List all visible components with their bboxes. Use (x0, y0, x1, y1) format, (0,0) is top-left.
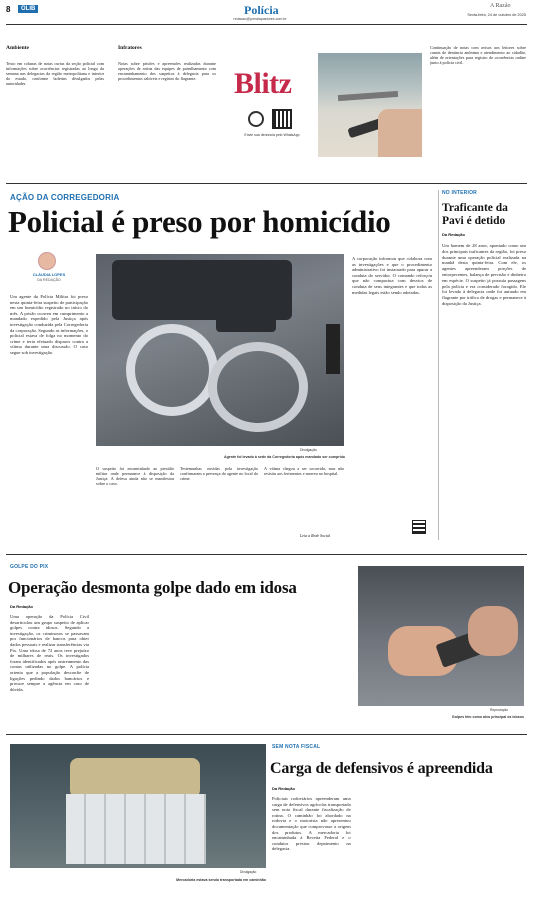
story2-text (10, 614, 350, 724)
blitz-contact: Envie sua denúncia pelo WhatsApp (244, 133, 300, 137)
note-col-2 (118, 45, 216, 161)
phone-photo (358, 566, 524, 706)
brand-box: OLIB (18, 5, 38, 13)
blitz-box (228, 53, 314, 153)
note-heading: Ambiente (6, 45, 29, 51)
byline-role: DA REDAÇÃO (37, 278, 61, 282)
note-heading: Infratores (118, 45, 142, 51)
sidebar-story (442, 190, 526, 540)
story3-body: Policiais rodoviários apreenderam uma carga de defensivos agrícolas transportada sem nota fiscal durante fiscalização de rotina. O caminhão foi abordado na rodovia e o motorista não apresentou documentação que comprovasse a origem dos produtos. A mercadoria foi encaminhada à Receita Federal e o condutor prestou depoimento na delegacia. (272, 796, 351, 852)
story2-byline: Da Redação (10, 604, 33, 609)
qr-code-icon (412, 520, 426, 534)
handcuffs-photo (96, 254, 344, 446)
byline-name: CLÁUDIA LOPES (32, 272, 66, 277)
main-col-right: A corporação informou que colabora com as investigações e que o procedimento administrativo foi instaurado para apurar a conduta do servidor. O comando reforçou que não compactua com desvios de conduta de seus integrantes e que todas as medidas legais estão sendo adotadas. (352, 256, 432, 295)
photo-credit: Divulgação (300, 448, 317, 452)
sidebar-body: Um homem de 28 anos, apontado como um dos principais traficantes da região, foi preso durante uma operação policial realizada na manhã desta quinta-feira. Com ele, os agentes apreenderam porções de entorpecentes, balança de precisão e dinheiro em espécie. O suspeito já possuía passagens pela polícia e era considerado foragido. Ele foi levado à delegacia onde foi autuado em flagrante por tráfico de drogas e permanece à disposição da Justiça. (442, 243, 526, 306)
header-rule (6, 24, 527, 25)
qr-code-icon (272, 109, 292, 129)
sidebar-divider (438, 190, 439, 540)
story3-photo-credit: Divulgação (240, 870, 257, 874)
page-number: 8 (6, 5, 11, 14)
handcuff-ring-right (208, 342, 308, 432)
sidebar-byline: Da Redação (442, 232, 465, 237)
whatsapp-icon (248, 111, 264, 127)
signoff: Leia a Rede Social (300, 533, 331, 538)
main-kicker: AÇÃO DA CORREGEDORIA (10, 193, 120, 202)
note-body: Continuação de notas com avisos aos leitores sobre canais de denúncia anônima e atendimento ao cidadão, além de orientações para registro de ocorrências online junto à polícia civil. (430, 45, 526, 66)
story3-byline: Da Redação (272, 786, 295, 791)
section-rule (6, 554, 527, 555)
section-rule (6, 183, 527, 184)
story2-kicker: GOLPE DO PIX (10, 564, 49, 570)
masthead (0, 0, 533, 24)
story3-text (272, 796, 524, 896)
cargo-photo (10, 744, 266, 868)
note-body: Texto em colunas de notas curtas da seção policial com informações sobre ocorrências registradas ao longo da semana nas delegacias da região metropolitana e interior do estado, conforme boletins divulgados pelas autoridades. (6, 61, 104, 87)
story2-photo-caption: Golpes têm como alvo principal os idosos (451, 715, 524, 719)
blitz-photo (318, 53, 422, 157)
paper-name: A Razão (490, 3, 511, 9)
story3-photo-caption: Mercadoria estava sendo transportada em caminhão (176, 878, 266, 882)
sidebar-kicker: NO INTERIOR (442, 190, 477, 196)
section-subline: redacao@jornalapastores.com.br (233, 17, 287, 21)
handcuff-ring-left (126, 324, 218, 416)
main-col-mid-2: Testemunhas ouvidas pela investigação confirmaram a presença do agente no local do crime. (180, 466, 258, 482)
story2-headline: Operação desmonta golpe dado em idosa (8, 578, 297, 597)
note-col-1 (6, 45, 104, 161)
main-headline: Policial é preso por homicídio (8, 204, 391, 239)
byline-box (10, 252, 88, 288)
blitz-logo: Blitz (234, 67, 292, 100)
story3-headline: Carga de defensivos é apreendida (270, 760, 493, 777)
main-col-mid-3: A vítima chegou a ser socorrida, mas não resistiu aos ferimentos e morreu no hospital. (264, 466, 344, 477)
main-col-mid-1: O suspeito foi encaminhado ao presídio militar onde permanece à disposição da Justiça. A defesa ainda não se manifestou sobre o caso. (96, 466, 174, 487)
top-notes-strip (6, 45, 527, 175)
section-title: Polícia (244, 3, 279, 17)
section-rule (6, 734, 527, 735)
author-avatar (38, 252, 56, 270)
note-body: Notas sobre prisões e apreensões realizadas durante operações de rotina das equipes de patrulhamento com encaminhamento dos suspeitos à delegacia para os procedimentos cabíveis e registro do flagrante. (118, 61, 216, 82)
main-col-left: Um agente da Polícia Militar foi preso nesta quinta-feira suspeito de participação em um homicídio registrado no início do mês. A prisão ocorreu em cumprimento a mandado expedido pela Justiça após investigação conduzida pela Corregedoria da corporação. Segundo as informações, o policial estava de folga no momento do crime e teria efetuado disparos contra a vítima durante uma discussão. O caso segue sob investigação. (10, 294, 88, 355)
sidebar-headline: Traficante da Pavi é detido (442, 202, 508, 227)
story2-body: Uma operação da Polícia Civil desarticulou um grupo suspeito de aplicar golpes contra idosos. Segundo a investigação, os criminosos se passavam por funcionários de bancos para obter dados pessoais e realizar transferências via Pix. Uma idosa de 72 anos teve prejuízo de milhares de reais. Os investigados foram identificados após rastreamento das contas utilizadas no golpe. A polícia orienta que a população desconfie de ligações pedindo dados bancários e procure sempre a agência em caso de dúvida. (10, 614, 89, 692)
story3-kicker: SEM NOTA FISCAL (272, 744, 321, 750)
photo-caption: Agente foi levado à sede da Corregedoria após mandado ser cumprido (223, 455, 345, 459)
note-col-4 (430, 45, 526, 161)
date-line: Sexta-feira, 24 de outubro de 2025 (467, 13, 526, 17)
story2-photo-credit: Reprodução (490, 708, 508, 712)
